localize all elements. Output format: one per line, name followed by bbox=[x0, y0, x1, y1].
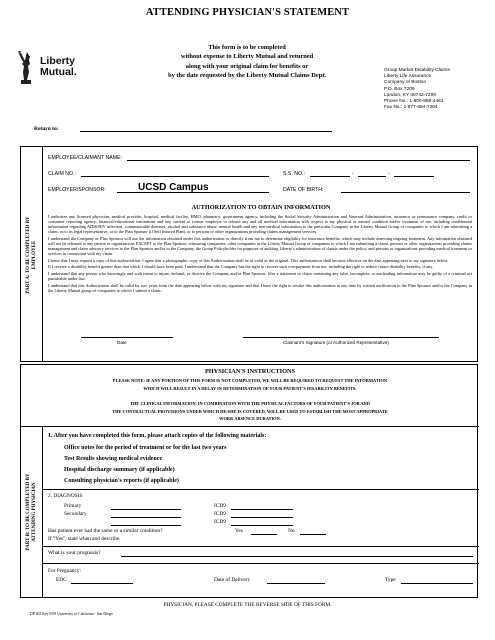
icd9-label-1: ICD9 bbox=[214, 503, 226, 509]
instruction-line: This form is to be completed bbox=[208, 44, 286, 51]
physician-instructions-heading: PHYSICIAN'S INSTRUCTIONS bbox=[204, 368, 296, 375]
date-signature-line[interactable] bbox=[81, 337, 173, 338]
address-line: Fax No.: 1-877-664-7264 bbox=[384, 105, 438, 111]
prognosis-question: What is your prognosis? bbox=[48, 550, 101, 556]
logo-line-2: Mutual. bbox=[40, 66, 77, 78]
instruction-line: by the date requested by the Liberty Mutual Claims Dept. bbox=[168, 71, 326, 79]
type-label: Type bbox=[385, 577, 396, 583]
claim-no-label: CLAIM NO.: bbox=[48, 171, 76, 177]
authorization-paragraph: I understand that any person who knowingly and with intent to injure, defraud, or deceive the Company and/or Plan Sponsor, files a statement or claim containing any false, incomplete, or misleading information may be guilty of a criminal act punishable under law. bbox=[48, 270, 472, 282]
date-label: Date bbox=[117, 340, 127, 345]
liberty-mutual-logo bbox=[14, 50, 84, 90]
edc-label: EDC bbox=[56, 577, 67, 583]
authorization-paragraph: I understand that this Authorization shall be valid for two years from the date appearing below with my signature and that I have the right to revoke this authorization at any time by written notification to the Plan Sponsor and/or the Company in the Liberty Mutual group of companies to which I submit a claim. bbox=[48, 282, 472, 293]
part-b-sidebar bbox=[21, 426, 43, 598]
dob-field[interactable] bbox=[341, 192, 470, 193]
if-yes-instruction: If "Yes", state when and describe. bbox=[48, 536, 121, 542]
statue-of-liberty-icon bbox=[14, 50, 40, 86]
date-of-delivery-field[interactable] bbox=[267, 583, 325, 584]
similar-condition-question: Has patient ever had the same or a similar condition? bbox=[48, 528, 163, 534]
no-field[interactable] bbox=[300, 534, 326, 535]
instruction-line: along with your original claim for benefits or bbox=[185, 62, 309, 70]
address-line: Phone No.: 1-800-858-4461 bbox=[384, 99, 444, 105]
date-of-delivery-label: Date of Delivery bbox=[214, 577, 251, 583]
ssn-field-part3[interactable] bbox=[394, 176, 434, 177]
primary-label: Primary bbox=[64, 503, 82, 509]
physician-note bbox=[21, 377, 479, 392]
instruction-line: without expense to Liberty Mutual and returned bbox=[180, 53, 314, 61]
part-a-sidebar-label bbox=[26, 149, 38, 361]
attachment-test-results: Test Results showing medical evidence bbox=[64, 456, 163, 462]
clinical-line: THE CONTRACTUAL PROVISIONS UNDER WHICH HE/SHE IS COVERED, WILL BE USED TO ESTABLISH THE MOST APPROPRIATE bbox=[112, 408, 388, 414]
note-line: WHICH WILL RESULT IN A DELAY IN DETERMINATION OF YOUR PATIENT'S DISABILITY BENEFITS. bbox=[143, 385, 357, 391]
yes-field[interactable] bbox=[251, 534, 277, 535]
employer-value: UCSD Campus bbox=[138, 182, 209, 193]
form-title: ATTENDING PHYSICIAN'S STATEMENT bbox=[145, 7, 350, 18]
icd9-label-2: ICD9 bbox=[214, 511, 226, 517]
claim-no-field[interactable] bbox=[81, 176, 269, 177]
attachments-instruction: 1. After you have completed this form, please attach copies of the following materials: bbox=[48, 433, 267, 439]
address-line: P.O. Box 7209 bbox=[384, 86, 415, 92]
authorization-paragraph: If I receive a disability benefit greater than that which I should have been paid, I understand that the Company has the right to recover such overpayment from me, including the right to reduce future disability benefits, if any. bbox=[48, 264, 434, 270]
employee-name-label: EMPLOYEE/CLAIMANT NAME: bbox=[48, 155, 122, 161]
icd9-label-3: ICD9 bbox=[214, 519, 226, 525]
diagnosis-label: 2. DIAGNOSIS bbox=[48, 493, 83, 499]
dob-label: DATE OF BIRTH: bbox=[283, 187, 324, 193]
icd9-field-2[interactable] bbox=[231, 517, 293, 518]
part-b-sidebar-label bbox=[26, 426, 38, 598]
signature-label: Claimant's Signature (or Authorized Representative) bbox=[283, 340, 389, 345]
clinical-note bbox=[21, 400, 479, 423]
authorization-paragraph: I understand the Company or Plan Sponsor will use the information obtained under this authorization or directly from me to determine eligibility for insurance benefits, which may include assessing ongoing treatment. Any information obtained will not be released to any person or organizations EXCEPT to the Plan Sponsor, reinsuring companies, other companies in the Liberty Mutual Group of companies to which I am submitting a claim, persons or other organizations providing claims management and claim advisory services to the Plan Sponsor and/or to the Company, the Group Policyholder for purposes of auditing Liberty's administration of claims under the policy, and persons or organizations providing medical treatment or services in connection with my claim. bbox=[48, 235, 472, 257]
secondary-label: Secondary bbox=[64, 511, 87, 517]
sidebar-line: PART B: TO BE COMPLETED BY bbox=[26, 473, 31, 551]
attachment-office-notes: Office notes for the period of treatment or for the last two years bbox=[64, 445, 227, 451]
return-to-field[interactable] bbox=[80, 131, 332, 132]
edc-field[interactable] bbox=[71, 583, 133, 584]
part-a-box: PART A: TO BE COMPLETED BY EMPLOYEE EMPLOYEE/CLAIMANT NAME: CLAIM NO.: S.S. NO.: - - EMPLOYER/SPONSOR: UCSD Campus DATE OF BIRTH: AUTHORIZATION TO OBTAIN INFORMATION I authorize any licensed physician, medical provider, hospital, medical facility, HMO, pharmacy, government agency, including the Social Security Administration and Veterans Administration, insurance or reinsurance company, credit or consumer reporting agency, financial/educational institutions and any current or former employer to release any and all medical information with respect to my physical or mental condition and/or treatment of me, including confidential information regarding AIDS/HIV infection, communicable diseases, alcohol and substance abuse, mental health and any non-medical information to the particular Company in the Liberty Mutual Group of companies to which I am submitting a claim, or to its legal representative, or to the Plan Sponsor (if Self Insured Plan), or to persons or other organizations providing claims management services. I understand the Company or Plan Sponsor will use the information obtained under this authorization or directly from me to determine eligibility for insurance benefits, which may include assessing ongoing treatment. Any information obtained will not be released to any person or organizations EXCEPT to the Plan Sponsor, reinsuring companies, other companies in the Liberty Mutual Group of companies to which I am submitting a claim, persons or other organizations providing claims management and claim advisory services to the Plan Sponsor and/or to the Company, the Group Policyholder for purposes of auditing Liberty's administration of claims under the policy, and persons or organizations providing medical treatment or services in connection with my claim. I know that I may request a copy of this authorization. I agree that a photographic copy of this Authorization shall be as valid as the original. This authorization shall become effective on the date appearing next to my signature below. If I receive a disability benefit greater than that which I should have been paid, I understand that the Company has the right to recover such overpayment from me, including the right to reduce future disability benefits, if any. I understand that any person who knowingly and with intent to injure, defraud, or deceive the Company and/or Plan Sponsor, files a statement or claim containing any false, incomplete, or misleading information may be guilty of a criminal act punishable under law. I understand that this Authorization shall be valid for two years from the date appearing below with my signature and that I have the right to revoke this authorization at any time by written notification to the Plan Sponsor and/or the Company in the Liberty Mutual group of companies to which I submit a claim. Date Claimant's Signature (or Authorized Representative) bbox=[20, 146, 478, 362]
return-to-label: Return to: bbox=[34, 126, 59, 132]
part-b-box bbox=[20, 364, 478, 598]
note-line: PLEASE NOTE: IF ANY PORTION OF THIS FORM IS NOT COMPLETED, WE WILL BE REQUIRED TO REQUEST THE INFORMATION bbox=[112, 378, 388, 383]
attachment-consulting-reports: Consulting physician's reports (if applicable) bbox=[64, 478, 179, 484]
prognosis-field[interactable] bbox=[121, 556, 473, 557]
secondary-diagnosis-field[interactable] bbox=[111, 517, 181, 518]
attachment-discharge-summary: Hospital discharge summary (if applicable) bbox=[64, 467, 175, 473]
secondary-diagnosis-field-2[interactable] bbox=[111, 525, 181, 526]
authorization-paragraph: I know that I may request a copy of this authorization. I agree that a photographic copy of this Authorization shall be as valid as the original. This authorization shall become effective on the date appearing next to my signature below. bbox=[48, 257, 449, 263]
authorization-text bbox=[48, 214, 472, 293]
mailing-address bbox=[384, 68, 450, 111]
address-line: Liberty Life Assurance bbox=[384, 74, 432, 80]
type-field[interactable] bbox=[401, 583, 473, 584]
yes-label: Yes bbox=[235, 528, 243, 534]
authorization-heading: AUTHORIZATION TO OBTAIN INFORMATION bbox=[191, 204, 331, 211]
address-line: Group Market Disability Claims bbox=[384, 68, 450, 73]
icd9-field-3[interactable] bbox=[231, 525, 293, 526]
address-line: London, KY 40742-7209 bbox=[384, 92, 436, 98]
icd9-field-1[interactable] bbox=[231, 509, 293, 510]
employee-name-field[interactable] bbox=[127, 160, 470, 161]
logo-line-1: Liberty bbox=[40, 55, 76, 67]
footer-note: PHYSICIAN, PLEASE COMPLETE THE REVERSE SIDE OF THIS FORM. bbox=[163, 602, 332, 608]
ssn-label: S.S. NO.: bbox=[283, 171, 305, 177]
instructions-header bbox=[118, 43, 376, 80]
sidebar-line: PART A: TO BE COMPLETED BY bbox=[26, 216, 31, 294]
pregnancy-label: For Pregnancy: bbox=[48, 568, 82, 574]
sidebar-line: EMPLOYEE bbox=[32, 240, 37, 270]
primary-diagnosis-field[interactable] bbox=[111, 509, 181, 510]
part-a-sidebar bbox=[21, 147, 43, 361]
authorization-paragraph: I authorize any licensed physician, medical provider, hospital, medical facility, HMO, pharmacy, government agency, including the Social Security Administration and Veterans Administration, insurance or reinsurance company, credit or consumer reporting agency, financial/educational institutions and any current or former employer to release any and all medical information with respect to my physical or mental condition and/or treatment of me, including confidential information regarding AIDS/HIV infection, communicable diseases, alcohol and substance abuse, mental health and any non-medical information to the particular Company in the Liberty Mutual Group of companies to which I am submitting a claim, or to its legal representative, or to the Plan Sponsor (if Self Insured Plan), or to persons or other organizations providing claims management services. bbox=[48, 214, 472, 235]
claimant-signature-line[interactable] bbox=[243, 337, 439, 338]
ssn-field-part2[interactable] bbox=[358, 176, 386, 177]
no-label: No bbox=[288, 528, 295, 534]
sidebar-line: ATTENDING PHYSICIAN bbox=[32, 482, 37, 542]
address-line: Company of Boston bbox=[384, 80, 427, 86]
employer-label: EMPLOYER/SPONSOR: bbox=[48, 187, 106, 193]
form-id: DP 402 Rev 9/09 University of California - San Diego bbox=[30, 612, 113, 616]
clinical-line: WORK ABSENCE DURATION. bbox=[219, 416, 281, 421]
ssn-field-part1[interactable] bbox=[310, 176, 350, 177]
clinical-line: THE CLINICAL INFORMATION, IN COMBINATION WITH THE PHYSICAL FACTORS OF YOUR PATIENT'S JOB AND bbox=[130, 401, 370, 406]
